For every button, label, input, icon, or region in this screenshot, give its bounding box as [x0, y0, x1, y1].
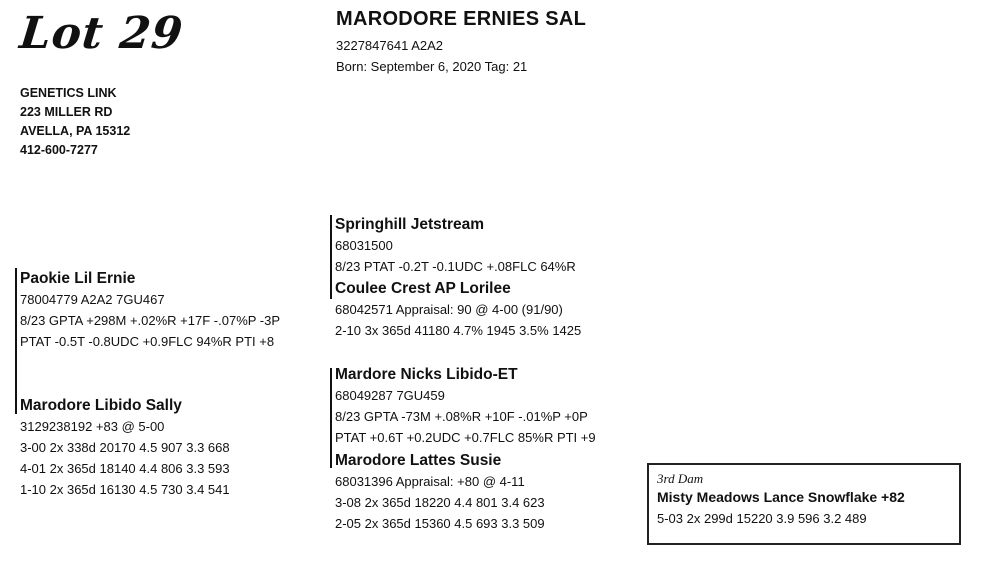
animal-registration: 3227847641 A2A2 [336, 38, 443, 53]
dam-sire-id-line: 68049287 7GU459 [335, 388, 445, 403]
sire-dam-record: 2-10 3x 365d 41180 4.7% 1945 3.5% 1425 [335, 323, 582, 338]
consignor-address: 223 MILLER RD [20, 105, 113, 119]
consignor-city: AVELLA, PA 15312 [20, 124, 131, 138]
animal-name: MARODORE ERNIES SAL [336, 8, 587, 30]
consignor-info [20, 84, 130, 160]
dam-id-line: 3129238192 +83 @ 5-00 [20, 419, 165, 434]
third-dam-name: Misty Meadows Lance Snowflake +82 [657, 489, 905, 505]
dam-dam-record-2: 2-05 2x 365d 15360 4.5 693 3.3 509 [335, 516, 545, 531]
sire-dam-block [335, 278, 581, 341]
sire-dam-id-line: 68042571 Appraisal: 90 @ 4-00 (91/90) [335, 302, 563, 317]
consignor-phone: 412-600-7277 [20, 143, 98, 157]
sire-block [20, 268, 280, 352]
sire-sire-name: Springhill Jetstream [335, 216, 485, 233]
sire-gpta-line: 8/23 GPTA +298M +.02%R +17F -.07%P -3P [20, 313, 281, 328]
sire-id-line: 78004779 A2A2 7GU467 [20, 292, 165, 307]
dam-dam-name: Marodore Lattes Susie [335, 452, 502, 469]
dam-sire-ptat-line: PTAT +0.6T +0.2UDC +0.7FLC 85%R PTI +9 [335, 430, 596, 445]
dam-sire-gpta-line: 8/23 GPTA -73M +.08%R +10F -.01%P +0P [335, 409, 588, 424]
consignor-name: GENETICS LINK [20, 86, 117, 100]
dam-name: Marodore Libido Sally [20, 397, 182, 414]
sire-parents-connector [330, 215, 332, 299]
sire-name: Paokie Lil Ernie [20, 270, 136, 287]
third-dam-label: 3rd Dam [657, 471, 704, 486]
sire-sire-ptat-line: 8/23 PTAT -0.2T -0.1UDC +.08FLC 64%R [335, 259, 576, 274]
dam-record-3: 1-10 2x 365d 16130 4.5 730 3.4 541 [20, 482, 230, 497]
dam-dam-record-1: 3-08 2x 365d 18220 4.4 801 3.4 623 [335, 495, 545, 510]
animal-info [336, 35, 527, 77]
sire-sire-id-line: 68031500 [335, 238, 393, 253]
third-dam-record: 5-03 2x 299d 15220 3.9 596 3.2 489 [657, 511, 867, 526]
dam-parents-connector [330, 368, 332, 468]
dam-sire-block [335, 364, 596, 448]
sire-dam-name: Coulee Crest AP Lorilee [335, 280, 511, 297]
sire-sire-block [335, 214, 576, 277]
animal-born-tag: Born: September 6, 2020 Tag: 21 [336, 59, 528, 74]
sire-dam-connector [15, 268, 17, 414]
dam-record-1: 3-00 2x 338d 20170 4.5 907 3.3 668 [20, 440, 230, 455]
dam-dam-id-line: 68031396 Appraisal: +80 @ 4-11 [335, 474, 525, 489]
dam-sire-name: Mardore Nicks Libido-ET [335, 366, 518, 383]
dam-block [20, 395, 230, 500]
sire-ptat-line: PTAT -0.5T -0.8UDC +0.9FLC 94%R PTI +8 [20, 334, 275, 349]
dam-dam-block [335, 450, 545, 534]
dam-record-2: 4-01 2x 365d 18140 4.4 806 3.3 593 [20, 461, 230, 476]
lot-number: Lot 29 [17, 8, 186, 59]
third-dam-box [647, 463, 961, 545]
